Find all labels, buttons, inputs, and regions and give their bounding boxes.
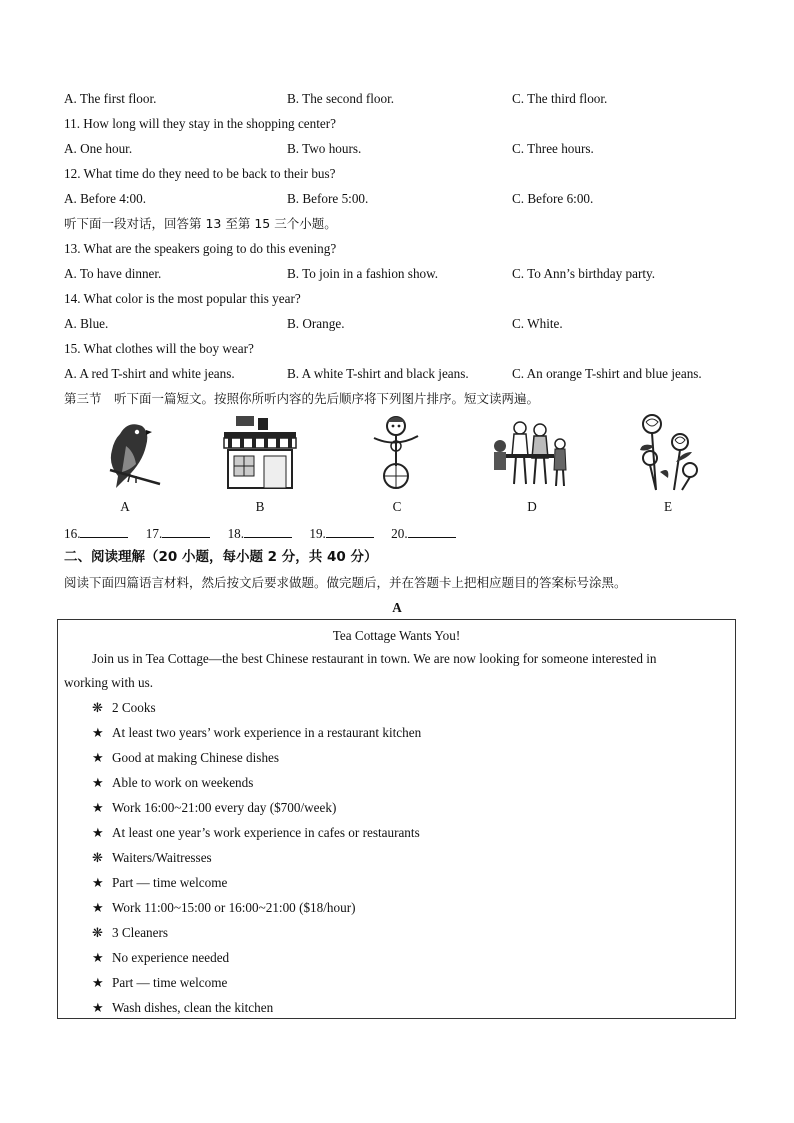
q15-option-c: C. An orange T-shirt and blue jeans. [512,366,702,381]
q15-option-b: B. A white T-shirt and black jeans. [287,366,469,381]
q12-option-a: A. Before 4:00. [64,191,147,206]
q11-option-a: A. One hour. [64,141,133,156]
picture-label-c: C [392,499,402,514]
blank-17[interactable]: 17. [146,525,210,542]
ad-item: ★ At least one year’s work experience in cafes or restaurants [92,825,420,840]
q10-options [64,91,744,107]
unicycle-icon [360,412,440,492]
picture-row [90,412,730,492]
q14-stem: 14. What color is the most popular this year? [64,291,301,306]
ad-item: ★ Wash dishes, clean the kitchen [92,1000,274,1015]
q13-option-c: C. To Ann’s birthday party. [512,266,656,281]
flowers-icon [630,412,710,492]
picture-label-e: E [663,499,673,514]
ad-title: Tea Cottage Wants You! [332,628,461,643]
q11-stem: 11. How long will they stay in the shopping center? [64,116,337,131]
q11-option-b: B. Two hours. [287,141,362,156]
q13-option-b: B. To join in a fashion show. [287,266,439,281]
q14-option-c: C. White. [512,316,563,331]
q10-option-c: C. The third floor. [512,91,608,106]
q14-options [64,316,744,332]
ad-item: ★ Part — time welcome [92,875,228,890]
q15-stem: 15. What clothes will the boy wear? [64,341,254,356]
ad-item: ★ Part — time welcome [92,975,228,990]
q12-stem: 12. What time do they need to be back to their bus? [64,166,336,181]
q14-option-b: B. Orange. [287,316,345,331]
bird-icon [90,412,170,492]
part-2-instruction: 阅读下面四篇语言材料，然后按文后要求做题。做完题后，并在答题卡上把相应题目的答案标号涂黑。 [64,575,627,590]
q14-option-a: A. Blue. [64,316,109,331]
q15-option-a: A. A red T-shirt and white jeans. [64,366,235,381]
ad-intro-line-1: Join us in Tea Cottage—the best Chinese restaurant in town. We are now looking for someone interested in [92,651,657,666]
q13-options [64,266,744,282]
blank-20[interactable]: 20. [391,525,455,542]
q11-option-c: C. Three hours. [512,141,594,156]
q12-option-b: B. Before 5:00. [287,191,369,206]
ad-intro-line-2: working with us. [64,675,154,690]
blank-19[interactable]: 19. [309,525,373,542]
ad-head-waiters: ❋ Waiters/Waitresses [92,850,212,865]
ad-head-cooks: ❋ 2 Cooks [92,700,156,715]
q11-options [64,141,744,157]
picture-label-d: D [527,499,537,514]
q10-option-a: A. The first floor. [64,91,157,106]
section-3-instruction: 第三节 听下面一篇短文。按照你所听内容的先后顺序将下列图片排序。短文读两遍。 [64,391,540,406]
ad-item: ★ Work 11:00~15:00 or 16:00~21:00 ($18/hour) [92,900,356,915]
q13-option-a: A. To have dinner. [64,266,162,281]
picture-label-a: A [120,499,130,514]
ad-head-cleaners: ❋ 3 Cleaners [92,925,169,940]
q12-option-c: C. Before 6:00. [512,191,594,206]
ad-item: ★ At least two years’ work experience in a restaurant kitchen [92,725,422,740]
q10-option-b: B. The second floor. [287,91,395,106]
blank-18[interactable]: 18. [228,525,292,542]
blank-16[interactable]: 16. [64,525,128,542]
q12-options [64,191,744,207]
q13-stem: 13. What are the speakers going to do this evening? [64,241,337,256]
people-icon [490,412,570,492]
ad-box [57,619,736,1019]
ad-item: ★ Good at making Chinese dishes [92,750,280,765]
ad-item: ★ No experience needed [92,950,230,965]
ad-item: ★ Able to work on weekends [92,775,254,790]
part-2-title: 二、阅读理解（20 小题，每小题 2 分，共 40 分） [64,549,378,565]
picture-label-b: B [255,499,265,514]
shop-icon [220,412,300,492]
q15-options [64,366,744,382]
instruction-13-15: 听下面一段对话，回答第 13 至第 15 三个小题。 [64,216,337,231]
passage-letter: A [392,600,402,615]
answer-blanks [64,525,470,541]
ad-item: ★ Work 16:00~21:00 every day ($700/week) [92,800,337,815]
